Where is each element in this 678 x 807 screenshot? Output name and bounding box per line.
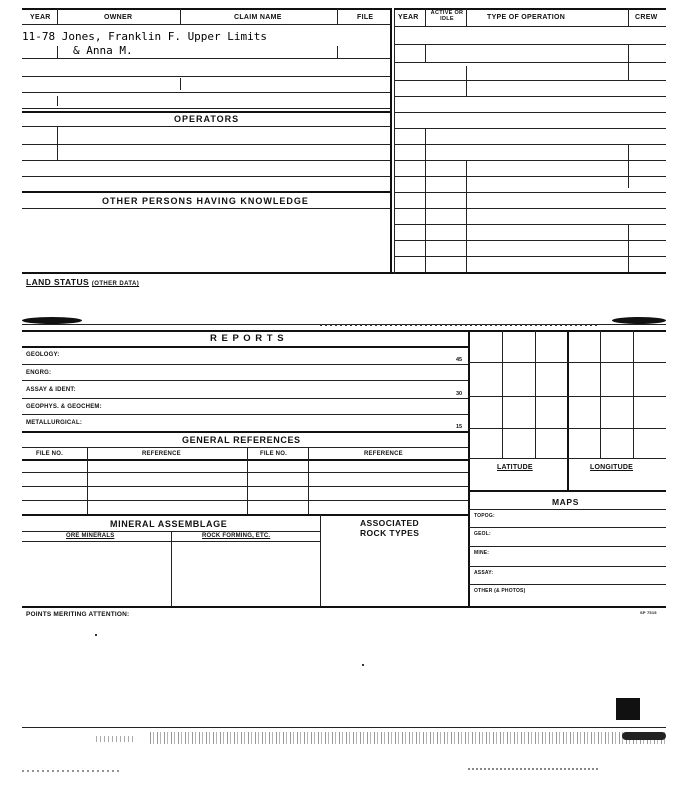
rule (22, 272, 666, 274)
rule (22, 8, 390, 10)
rule (22, 472, 468, 473)
rule (22, 160, 390, 161)
ref-file-no-header-2: FILE NO. (260, 451, 287, 457)
claim-entry-line-2: & Anna M. (73, 44, 133, 57)
report-assay-number: 30 (456, 391, 463, 397)
rule (22, 431, 468, 433)
rule (425, 128, 426, 272)
general-references-title: GENERAL REFERENCES (182, 435, 301, 445)
rule (22, 398, 468, 399)
rule (22, 486, 468, 487)
land-status-subtitle: (OTHER DATA) (91, 281, 140, 287)
rule (57, 8, 58, 24)
latitude-label: LATITUDE (497, 464, 533, 471)
rule (394, 192, 666, 193)
longitude-label: LONGITUDE (590, 464, 634, 471)
ink-smear (612, 317, 666, 324)
rule (567, 330, 569, 490)
claim-name-header: CLAIM NAME (234, 14, 282, 21)
rule (394, 96, 666, 97)
rule (468, 428, 666, 429)
rule (22, 606, 666, 608)
rule (22, 500, 468, 501)
map-assay-label: ASSAY: (474, 570, 494, 576)
rule (22, 414, 468, 415)
type-of-operation-header: TYPE OF OPERATION (487, 14, 566, 21)
rule (394, 208, 666, 209)
land-status-title: LAND STATUS (26, 277, 90, 287)
map-geol-label: GEOL: (474, 531, 491, 537)
rule (180, 78, 181, 90)
rule (633, 330, 634, 458)
rule (468, 490, 666, 492)
scan-noise (150, 732, 666, 744)
rule (466, 160, 467, 272)
ref-reference-header-1: REFERENCE (142, 451, 181, 457)
rule (22, 330, 666, 332)
rule (247, 447, 248, 515)
rule (320, 514, 321, 607)
report-assay-label: ASSAY & IDENT: (26, 387, 76, 393)
file-header: FILE (357, 14, 374, 21)
rule (394, 144, 666, 145)
rule (394, 224, 666, 225)
rule (468, 509, 666, 510)
scan-noise (468, 768, 598, 770)
rule (22, 346, 468, 348)
points-meriting-attention-label: POINTS MERITING ATTENTION: (26, 611, 130, 618)
rule (57, 96, 58, 106)
rule (22, 92, 390, 93)
rule (394, 62, 666, 63)
rule (337, 8, 338, 24)
active-idle-header: ACTIVE OR IDLE (430, 10, 464, 22)
reports-title: R E P O R T S (210, 333, 285, 344)
rule (57, 126, 58, 160)
rule (535, 330, 536, 458)
rule (425, 8, 426, 26)
stray-mark (362, 664, 364, 666)
ink-smear (22, 317, 82, 324)
rule (22, 380, 468, 381)
ore-minerals-header: ORE MINERALS (66, 533, 115, 539)
rule (22, 176, 390, 177)
rule (22, 364, 468, 365)
ref-file-no-header-1: FILE NO. (36, 451, 63, 457)
rule (22, 108, 390, 109)
rule (22, 191, 390, 193)
rule (600, 330, 601, 458)
maps-title: MAPS (552, 497, 579, 507)
rule (22, 514, 468, 516)
rule (180, 8, 181, 24)
rule (466, 8, 467, 26)
rule (394, 128, 666, 129)
scan-blot (622, 732, 666, 740)
report-geophys-label: GEOPHYS. & GEOCHEM: (26, 404, 102, 410)
rule (394, 112, 666, 113)
ref-reference-header-2: REFERENCE (364, 451, 403, 457)
rule (394, 8, 395, 274)
rule (394, 80, 666, 81)
land-status-label (26, 277, 139, 287)
rule (468, 458, 666, 459)
rule (628, 144, 629, 188)
form-number: SP 7515 (640, 610, 657, 615)
scan-noise (22, 770, 122, 772)
rule (320, 324, 600, 326)
rule (468, 584, 666, 585)
rule (308, 447, 309, 515)
rule (22, 76, 390, 77)
rule (466, 66, 467, 96)
report-metallurgical-label: METALLURGICAL: (26, 420, 83, 426)
rule (628, 44, 629, 80)
rule (394, 160, 666, 161)
associated-label: ASSOCIATED (360, 518, 420, 528)
rule (22, 24, 390, 25)
rule (22, 727, 666, 728)
crew-header: CREW (635, 14, 658, 21)
rule (468, 546, 666, 547)
rule (468, 396, 666, 397)
rule (628, 224, 629, 272)
rule (628, 8, 629, 26)
rule (87, 447, 88, 515)
rule (468, 566, 666, 567)
rule (22, 144, 390, 145)
scan-noise (96, 736, 136, 742)
report-geology-number: 45 (456, 357, 463, 363)
rule (502, 330, 503, 458)
rule (468, 527, 666, 528)
stray-mark (95, 634, 97, 636)
rule (394, 26, 666, 27)
rule (22, 58, 390, 59)
rule (394, 44, 666, 45)
claim-entry-line-1: 11-78 Jones, Franklin F. Upper Limits (22, 30, 268, 43)
rule (22, 126, 390, 127)
rule (394, 256, 666, 257)
report-geology-label: GEOLOGY: (26, 352, 60, 358)
rule (390, 8, 392, 274)
rule (425, 44, 426, 62)
rock-forming-header: ROCK FORMING, ETC. (202, 533, 271, 539)
rule (394, 176, 666, 177)
owner-header: OWNER (104, 14, 133, 21)
rule (22, 447, 468, 448)
rock-types-label: ROCK TYPES (360, 528, 420, 538)
ops-year-header: YEAR (398, 14, 419, 21)
map-topog-label: TOPOG: (474, 513, 495, 519)
report-engrg-label: ENGRG: (26, 370, 52, 376)
mineral-assemblage-title: MINERAL ASSEMBLAGE (110, 519, 228, 529)
rule (171, 531, 172, 607)
rule (22, 111, 390, 113)
rule (468, 362, 666, 363)
rule (22, 208, 390, 209)
year-header: YEAR (30, 14, 51, 21)
other-persons-title: OTHER PERSONS HAVING KNOWLEDGE (102, 196, 309, 206)
rule (22, 459, 468, 461)
scan-blot (616, 698, 640, 720)
report-metallurgical-number: 15 (456, 424, 463, 430)
rule (394, 240, 666, 241)
map-mine-label: MINE: (474, 550, 490, 556)
map-other-label: OTHER (& PHOTOS) (474, 588, 526, 594)
operators-title: OPERATORS (174, 114, 240, 124)
